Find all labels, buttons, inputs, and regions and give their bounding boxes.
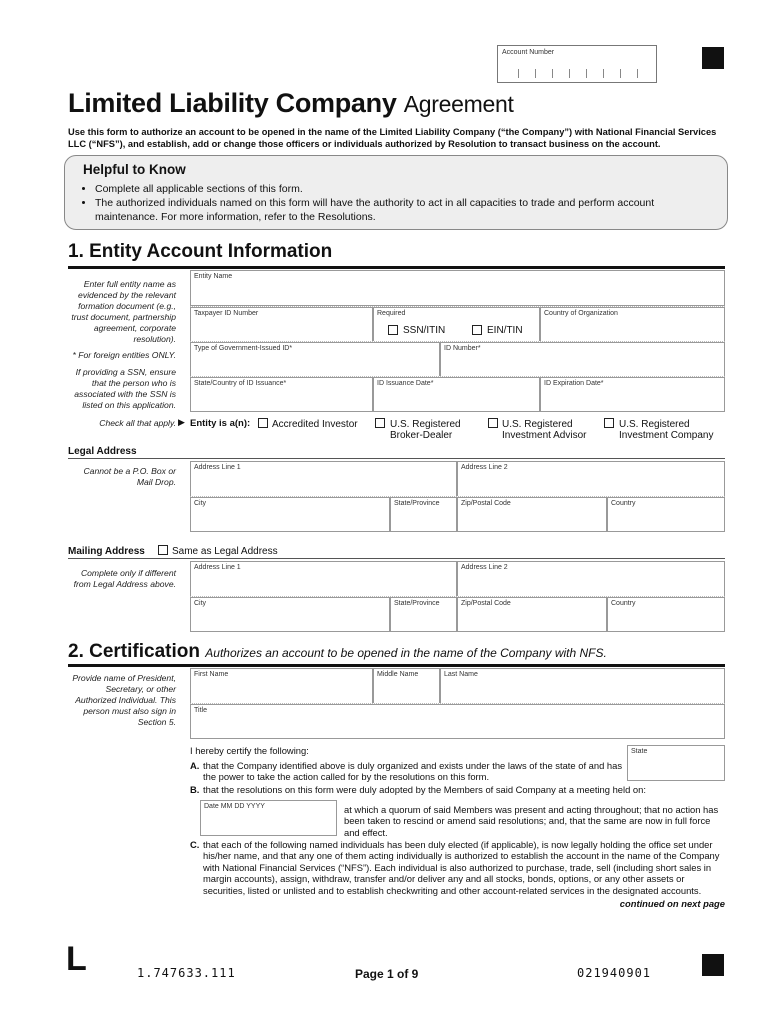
legal-address-line1-field[interactable] [190,461,457,497]
clause-b-text: that the resolutions on this form were duly adopted by the Members of said Company at a meeting held on: [203,784,646,795]
middle-name-field[interactable] [373,668,440,704]
page-title [68,88,514,119]
legal-address-line2-field[interactable] [457,461,725,497]
mailing-state-field[interactable] [390,597,457,632]
investment-company-checkbox[interactable] [604,418,614,428]
mailing-address-note: Complete only if different from Legal Address above. [73,568,176,589]
state-label: State [631,748,648,755]
intro-text: Use this form to authorize an account to be opened in the name of the Limited Liability Company (“the Company”) with National Financial Services LLC (“NFS”), and establish, add or change those officers or individuals authorized by Resolution to transact business on the account. [68,127,717,149]
same-as-legal-label: Same as Legal Address [172,546,278,557]
investment-advisor-checkbox[interactable] [488,418,498,428]
gov-id-type-field[interactable] [190,342,440,377]
mailing-line1-label: Address Line 1 [194,564,241,571]
mailing-city-field[interactable] [190,597,390,632]
ssn-checkbox[interactable] [388,325,398,335]
entity-name-label: Entity Name [194,273,233,280]
investment-company-label: U.S. Registered Investment Company [619,419,714,441]
first-name-field[interactable] [190,668,373,704]
last-name-field[interactable] [440,668,725,704]
side-note-ssn: If providing a SSN, ensure that the person who is associated with the SSN is listed on this application. [74,367,176,410]
legal-address-heading: Legal Address [68,446,137,457]
accredited-investor-checkbox[interactable] [258,418,268,428]
legal-line2-label: Address Line 2 [461,464,508,471]
ssn-label: SSN/ITIN [403,325,446,336]
mailing-country-label: Country [611,600,636,607]
helpful-to-know-box [64,155,728,230]
helpful-bullet: • Complete all applicable sections of this form. [95,182,715,196]
quorum-text: at which a quorum of said Members was present and acting throughout; that no action has been taken to rescind or amend said resolutions; and, that the same are now in full force and effect. [344,804,719,838]
section2-subtitle: Authorizes an account to be opened in the name of the Company with NFS. [205,646,607,660]
legal-country-field[interactable] [607,497,725,532]
helpful-bullet: • The authorized individuals named on this form will have the authority to act in all capacities to trade and perform account maintenance. For more information, refer to the Resolutions. [95,196,715,224]
legal-zip-field[interactable] [457,497,607,532]
side-note-check: Check all that apply. [99,418,176,428]
legal-state-label: State/Province [394,500,440,507]
section2-rule [68,664,725,667]
clause-b-label: B. [190,784,200,795]
mailing-line2-label: Address Line 2 [461,564,508,571]
state-issuance-label: State/Country of ID Issuance* [194,380,287,387]
middle-name-label: Middle Name [377,671,419,678]
investment-advisor-label: U.S. Registered Investment Advisor [502,419,587,441]
side-note-foreign: * For foreign entities ONLY. [72,350,176,360]
legal-state-field[interactable] [390,497,457,532]
mailing-state-label: State/Province [394,600,440,607]
clause-a-text: that the Company identified above is duly organized and exists under the laws of the state of and has the power to take the action called for by the resolutions on this form. [203,760,623,783]
state-of-issuance-field[interactable] [190,377,373,412]
meeting-date-field[interactable] [200,800,337,836]
broker-dealer-checkbox[interactable] [375,418,385,428]
section1-title: 1. Entity Account Information [68,241,333,262]
side-note-entity-name: Enter full entity name as evidenced by the relevant formation document (e.g., trust document, partnership agreement, corporate resolution). [71,279,176,344]
mailing-country-field[interactable] [607,597,725,632]
id-number-field[interactable] [440,342,725,377]
legal-country-label: Country [611,500,636,507]
legal-city-field[interactable] [190,497,390,532]
entity-name-field[interactable] [190,270,725,306]
country-of-organization-field[interactable] [540,307,725,342]
legal-address-note: Cannot be a P.O. Box or Mail Drop. [83,466,176,487]
same-as-legal-checkbox[interactable] [158,545,168,555]
clause-a-label: A. [190,760,200,771]
ein-label: EIN/TIN [487,325,523,336]
continued-note: continued on next page [619,898,725,909]
mailing-address-line2-field[interactable] [457,561,725,597]
id-number-label: ID Number* [444,345,481,352]
title-label: Title [194,707,207,714]
helpful-heading: Helpful to Know [83,162,186,177]
entity-is-label: Entity is a(n): [190,418,251,429]
issuance-date-label: ID Issuance Date* [377,380,434,387]
mailing-address-line1-field[interactable] [190,561,457,597]
required-label: Required [377,310,406,317]
certify-text: I hereby certify the following: [190,745,309,756]
legal-line1-label: Address Line 1 [194,464,241,471]
issuance-date-field[interactable] [373,377,540,412]
broker-dealer-label: U.S. Registered Broker-Dealer [390,419,461,441]
clause-c-text: that each of the following named individuals has been duly elected (if applicable), is now legally holding the office set under his/her name, and that any one of them acting individually is authorized to establish the account in the name of the Company with National Financial Services (“NFS”). Each individual is also authorized to purchase, trade, sell (including short sales in margin accounts), assign, withdraw, transfer and/or deliver any and all stocks, bonds, options, or any other assets or securities, listed or unlisted and to establish checkwriting and other account-related services in the designated accounts. [203,839,720,896]
clause-c-label: C. [190,839,200,850]
section2-title-text: 2. Certification [68,641,200,662]
taxpayer-id-label: Taxpayer ID Number [194,310,259,317]
legal-zip-label: Zip/Postal Code [461,500,511,507]
section2-side-note: Provide name of President, Secretary, or other Authorized Individual. This person must also sign in Section 5. [72,673,176,727]
mailing-zip-label: Zip/Postal Code [461,600,511,607]
account-number-label: Account Number [502,49,555,56]
section1-rule [68,266,725,269]
section2-title [68,641,607,663]
mailing-city-label: City [194,600,207,607]
page-number: Page 1 of 9 [355,967,419,981]
legal-city-label: City [194,500,207,507]
registration-mark-top [702,47,724,69]
corner-mark: L [66,940,87,978]
title-light: Agreement [403,91,514,117]
mailing-address-heading: Mailing Address [68,546,145,557]
title-field[interactable] [190,704,725,739]
account-number-field[interactable] [497,45,657,83]
mailing-zip-field[interactable] [457,597,607,632]
form-code-left: 1.747633.111 [137,966,236,980]
expiration-date-field[interactable] [540,377,725,412]
country-org-label: Country of Organization [544,310,618,317]
expiration-date-label: ID Expiration Date* [544,380,604,387]
arrow-right-icon: ▶ [178,417,185,427]
first-name-label: First Name [194,671,229,678]
gov-id-type-label: Type of Government-Issued ID* [194,345,293,352]
date-label: Date MM DD YYYY [204,803,265,810]
title-main: Limited Liability Company [68,88,397,118]
last-name-label: Last Name [444,671,478,678]
ein-checkbox[interactable] [472,325,482,335]
accredited-investor-label: Accredited Investor [272,419,358,430]
state-field[interactable] [627,745,725,781]
registration-mark-bottom [702,954,724,976]
form-code-right: 021940901 [577,966,652,980]
taxpayer-id-field[interactable] [190,307,373,342]
